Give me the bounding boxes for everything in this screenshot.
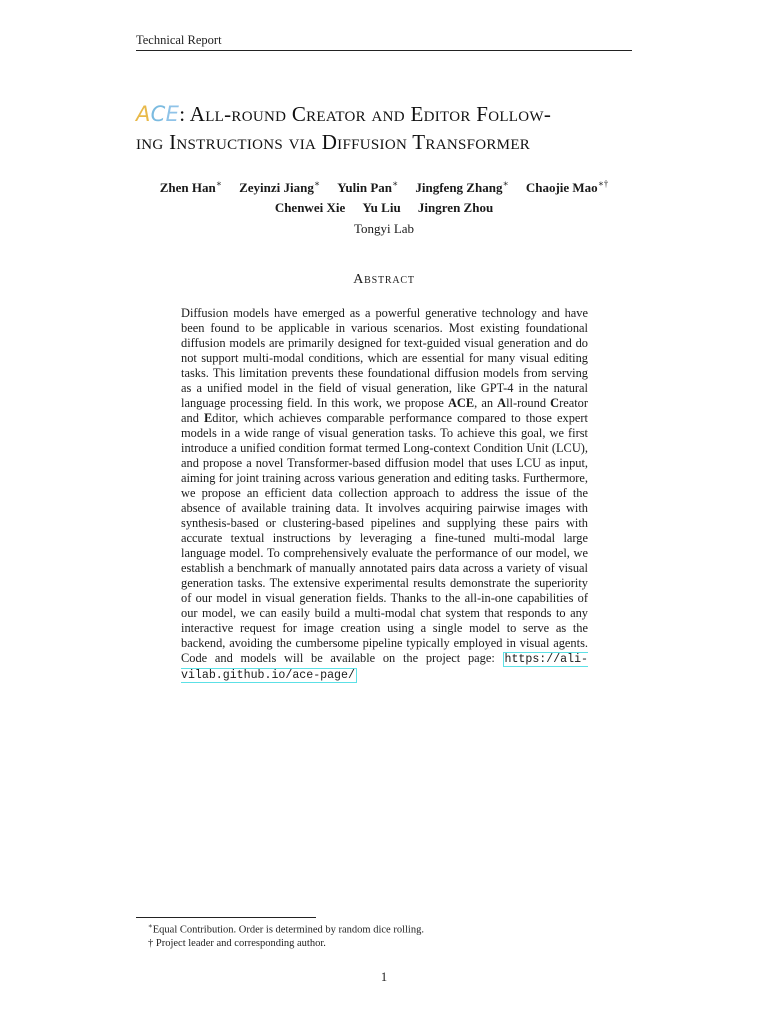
header-rule [136, 50, 632, 51]
author-row-1 [136, 174, 632, 198]
author: Zeyinzi Jiang∗ [239, 179, 320, 196]
author: Jingren Zhou [417, 200, 494, 216]
title-line-1 [136, 100, 636, 128]
affiliation: Tongyi Lab [353, 221, 415, 236]
ace-logo: ACE [136, 102, 180, 126]
title-line-2: ing Instructions via Diffusion Transformer [136, 130, 531, 154]
author: Zhen Han∗ [159, 179, 222, 196]
footnote-rule [136, 917, 316, 918]
page-number: 1 [380, 970, 388, 984]
ace-name: ACE [447, 396, 475, 410]
author-list [136, 174, 632, 218]
footnote-equal-contribution: ∗Equal Contribution. Order is determined by random dice rolling. [148, 922, 424, 936]
title-text-1: : All-round Creator and Editor Follow- [179, 102, 552, 126]
author-row-2 [136, 198, 632, 218]
author: Yulin Pan∗ [337, 179, 399, 196]
footnote-project-leader: † Project leader and corresponding author. [148, 938, 326, 949]
footnotes [148, 920, 628, 951]
project-page-link[interactable]: https://ali-vilab.github.io/ace-page/ [181, 653, 588, 682]
author: Chaojie Mao∗† [525, 179, 609, 196]
abstract-body: Diffusion models have emerged as a powerful generative technology and have been found to be applicable in various scenarios. Most existing foundational diffusion models are primarily designed for text-guided visual generation and do not support multi-modal conditions, which are essential for many visual editing tasks. This limitation prevents these foundational diffusion models from serving as a unified model in the field of visual generation, like GPT-4 in the natural language processing field. In this work, we propose ACE, an All-round Creator and Editor, which achieves comparable performance compared to those expert models in a wide range of visual generation tasks. To achieve this goal, we first introduce a unified condition format termed Long-context Condition Unit (LCU), and propose a novel Transformer-based diffusion model that uses LCU as input, aiming for joint training across various generation and editing tasks. Furthermore, we propose an efficient data collection approach to address the issue of the absence of available training data. It involves acquiring pairwise images with synthesis-based or clustering-based pipelines and supplying these pairs with accurate textual instructions by leveraging a fine-tuned multi-modal large language model. To comprehensively evaluate the performance of our model, we establish a benchmark of manually annotated pairs data across a variety of visual generation tasks. The extensive experimental results demonstrate the superiority of our model in visual generation fields. Thanks to the all-in-one capabilities of our model, we can easily build a multi-modal chat system that responds to any interactive request for image creation using a single model to serve as the backend, avoiding the cumbersome pipeline typically employed in visual agents. Code and models will be available on the project page: https://ali-vilab.github.io/ace-page/ [181, 306, 588, 682]
abstract-heading: Abstract [353, 272, 415, 287]
author: Chenwei Xie [274, 200, 346, 216]
author: Yu Liu [362, 200, 401, 216]
paper-title [136, 100, 636, 156]
running-header: Technical Report [136, 33, 222, 47]
author: Jingfeng Zhang∗ [415, 179, 509, 196]
